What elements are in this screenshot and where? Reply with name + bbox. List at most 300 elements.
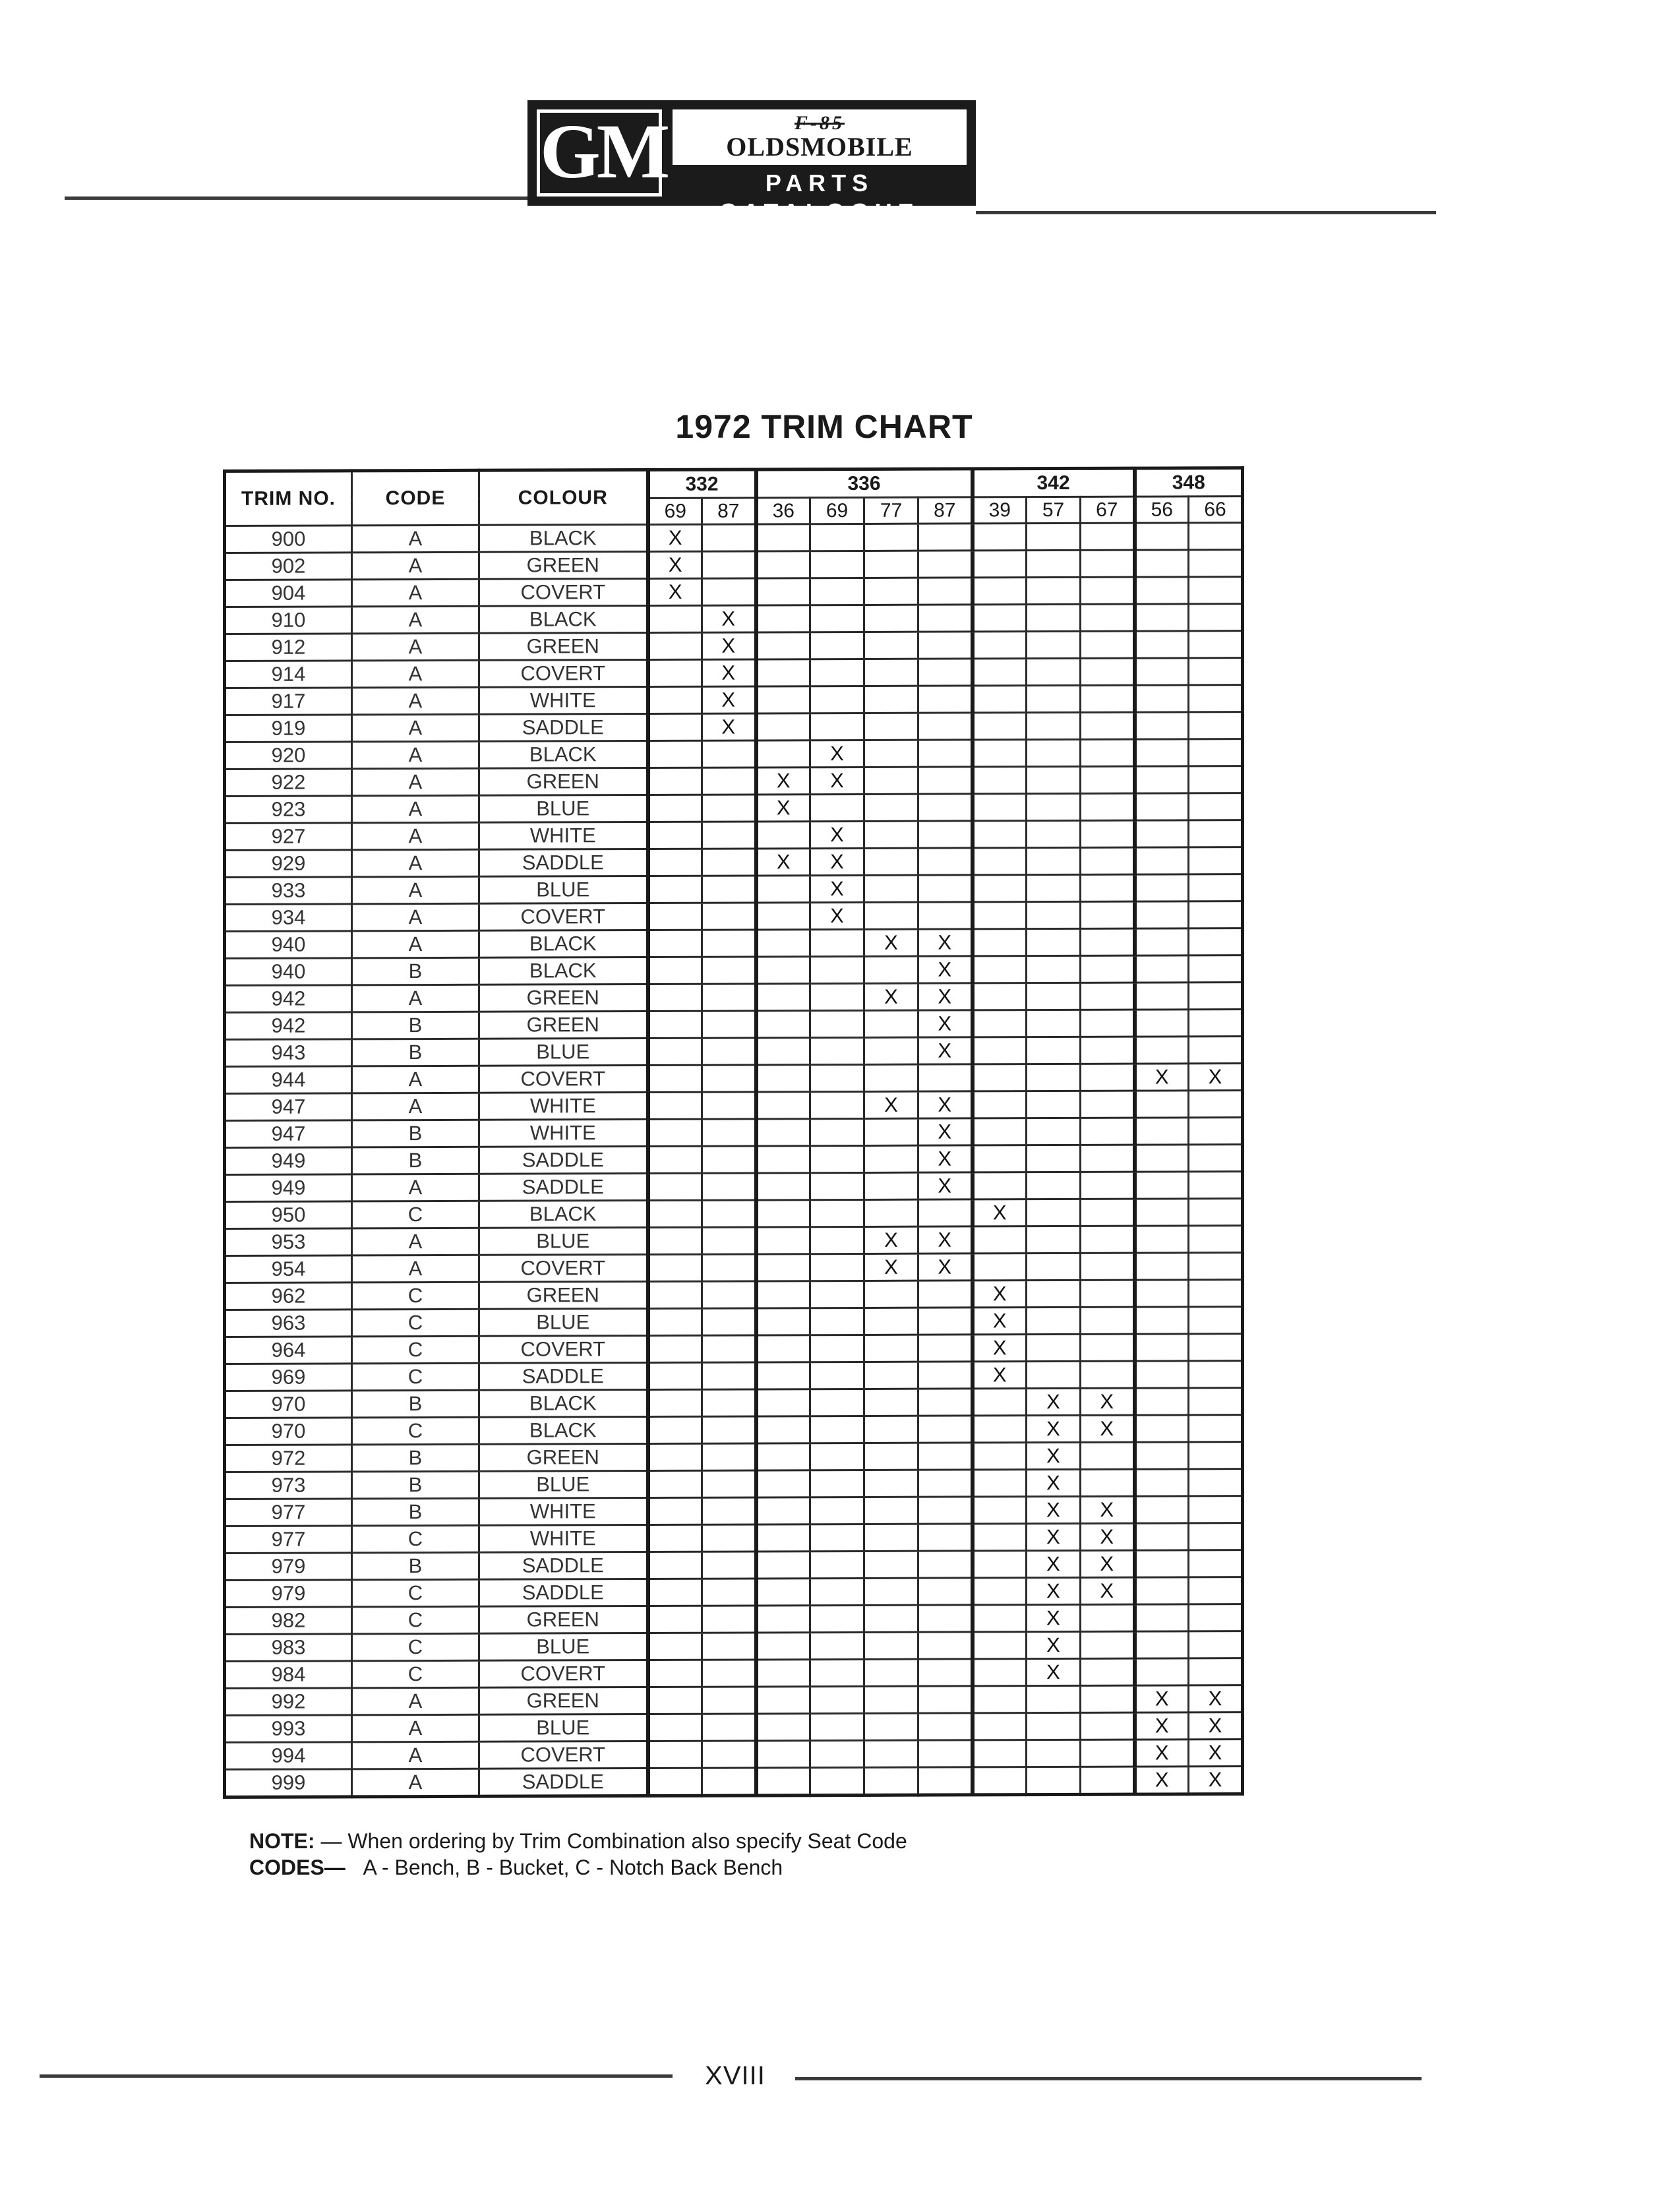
empty-cell bbox=[918, 1389, 973, 1416]
empty-cell bbox=[1027, 1064, 1081, 1091]
empty-cell bbox=[864, 605, 918, 632]
empty-cell bbox=[918, 1199, 973, 1226]
empty-cell bbox=[973, 1254, 1027, 1281]
footer-rule-left bbox=[40, 2074, 673, 2078]
empty-cell bbox=[756, 1173, 810, 1200]
empty-cell bbox=[810, 1118, 864, 1145]
availability-mark: X bbox=[756, 768, 810, 795]
trim-number-cell: 972 bbox=[225, 1445, 352, 1472]
empty-cell bbox=[918, 632, 973, 659]
colour-cell: SADDLE bbox=[479, 1552, 648, 1579]
empty-cell bbox=[918, 740, 973, 767]
empty-cell bbox=[1081, 577, 1135, 604]
empty-cell bbox=[648, 1660, 702, 1687]
empty-cell bbox=[1027, 847, 1081, 874]
oldsmobile-badge bbox=[673, 109, 967, 165]
availability-mark: X bbox=[702, 659, 756, 686]
empty-cell bbox=[1189, 1145, 1243, 1172]
empty-cell bbox=[648, 876, 702, 903]
empty-cell bbox=[648, 686, 702, 713]
empty-cell bbox=[648, 1254, 702, 1281]
empty-cell bbox=[864, 1497, 918, 1524]
empty-cell bbox=[1027, 1739, 1081, 1767]
empty-cell bbox=[702, 876, 756, 903]
table-row bbox=[225, 928, 1243, 959]
table-row bbox=[225, 658, 1243, 688]
seat-code-cell: C bbox=[352, 1201, 479, 1228]
empty-cell bbox=[756, 822, 810, 849]
empty-cell bbox=[864, 902, 918, 929]
empty-cell bbox=[1027, 712, 1081, 739]
body-style-header: 56 bbox=[1135, 497, 1189, 523]
empty-cell bbox=[1135, 1226, 1189, 1253]
body-style-header: 39 bbox=[973, 497, 1027, 524]
seat-code-cell: A bbox=[352, 741, 479, 769]
empty-cell bbox=[1081, 766, 1135, 793]
empty-cell bbox=[756, 713, 810, 740]
empty-cell bbox=[810, 1740, 864, 1767]
seat-code-cell: C bbox=[352, 1633, 479, 1661]
seat-code-cell: C bbox=[352, 1282, 479, 1310]
empty-cell bbox=[810, 929, 864, 956]
empty-cell bbox=[1189, 766, 1243, 793]
empty-cell bbox=[702, 984, 756, 1011]
empty-cell bbox=[648, 1038, 702, 1065]
empty-cell bbox=[648, 1579, 702, 1606]
empty-cell bbox=[648, 1470, 702, 1497]
empty-cell bbox=[1189, 1091, 1243, 1118]
empty-cell bbox=[1135, 1631, 1189, 1658]
empty-cell bbox=[810, 1578, 864, 1605]
empty-cell bbox=[864, 686, 918, 713]
page-title: 1972 TRIM CHART bbox=[675, 408, 973, 445]
empty-cell bbox=[702, 849, 756, 876]
empty-cell bbox=[1081, 1307, 1135, 1334]
table-row bbox=[225, 1550, 1243, 1581]
colour-cell: COVERT bbox=[479, 1335, 648, 1363]
empty-cell bbox=[648, 1092, 702, 1119]
empty-cell bbox=[1027, 766, 1081, 793]
empty-cell bbox=[648, 1146, 702, 1173]
empty-cell bbox=[648, 713, 702, 740]
empty-cell bbox=[1081, 1010, 1135, 1037]
colour-cell: BLUE bbox=[479, 1714, 648, 1741]
trim-number-cell: 994 bbox=[225, 1742, 352, 1770]
trim-number-cell: 950 bbox=[225, 1201, 352, 1229]
empty-cell bbox=[1189, 1280, 1243, 1307]
empty-cell bbox=[918, 848, 973, 875]
empty-cell bbox=[973, 1172, 1027, 1199]
empty-cell bbox=[1081, 847, 1135, 874]
empty-cell bbox=[1081, 1767, 1135, 1794]
empty-cell bbox=[810, 1632, 864, 1659]
empty-cell bbox=[702, 930, 756, 957]
empty-cell bbox=[864, 1767, 918, 1795]
colour-cell: BLACK bbox=[479, 957, 648, 984]
seat-code-cell: A bbox=[352, 579, 479, 607]
trim-number-cell: 953 bbox=[225, 1228, 352, 1256]
colour-cell: WHITE bbox=[479, 1525, 648, 1552]
empty-cell bbox=[1081, 1658, 1135, 1685]
empty-cell bbox=[1027, 1280, 1081, 1307]
colour-cell: BLACK bbox=[479, 1389, 648, 1417]
empty-cell bbox=[1189, 1388, 1243, 1415]
empty-cell bbox=[1081, 550, 1135, 577]
empty-cell bbox=[973, 551, 1027, 578]
seat-code-cell: A bbox=[352, 822, 479, 850]
empty-cell bbox=[756, 1146, 810, 1173]
empty-cell bbox=[648, 632, 702, 659]
empty-cell bbox=[864, 1740, 918, 1767]
empty-cell bbox=[756, 930, 810, 957]
empty-cell bbox=[648, 605, 702, 632]
availability-mark: X bbox=[702, 713, 756, 740]
empty-cell bbox=[702, 578, 756, 605]
empty-cell bbox=[1189, 1199, 1243, 1226]
empty-cell bbox=[1189, 847, 1243, 874]
empty-cell bbox=[1027, 550, 1081, 577]
empty-cell bbox=[973, 848, 1027, 875]
availability-mark: X bbox=[1081, 1388, 1135, 1415]
table-row bbox=[225, 1685, 1243, 1716]
empty-cell bbox=[1135, 1658, 1189, 1685]
availability-mark: X bbox=[810, 875, 864, 902]
seat-code-cell: B bbox=[352, 957, 479, 985]
empty-cell bbox=[756, 1389, 810, 1416]
empty-cell bbox=[1081, 820, 1135, 847]
availability-mark: X bbox=[1189, 1685, 1243, 1712]
empty-cell bbox=[1135, 874, 1189, 901]
empty-cell bbox=[648, 1714, 702, 1741]
empty-cell bbox=[648, 822, 702, 849]
trim-number-cell: 904 bbox=[225, 580, 352, 607]
seat-code-cell: B bbox=[352, 1012, 479, 1039]
empty-cell bbox=[810, 632, 864, 659]
empty-cell bbox=[810, 1389, 864, 1416]
empty-cell bbox=[864, 1416, 918, 1443]
empty-cell bbox=[648, 1606, 702, 1633]
f85-emblem: F-85 bbox=[795, 112, 845, 134]
empty-cell bbox=[810, 1064, 864, 1091]
empty-cell bbox=[756, 876, 810, 903]
empty-cell bbox=[918, 605, 973, 632]
empty-cell bbox=[918, 767, 973, 794]
trim-number-cell: 900 bbox=[225, 526, 352, 553]
empty-cell bbox=[1081, 793, 1135, 820]
empty-cell bbox=[1189, 739, 1243, 766]
availability-mark: X bbox=[1081, 1550, 1135, 1577]
empty-cell bbox=[864, 1362, 918, 1389]
empty-cell bbox=[648, 1281, 702, 1308]
empty-cell bbox=[1135, 1334, 1189, 1361]
empty-cell bbox=[918, 1686, 973, 1713]
empty-cell bbox=[1027, 1712, 1081, 1739]
empty-cell bbox=[1081, 631, 1135, 658]
empty-cell bbox=[1081, 685, 1135, 712]
empty-cell bbox=[1189, 1496, 1243, 1523]
empty-cell bbox=[1081, 1253, 1135, 1280]
colour-cell: GREEN bbox=[479, 632, 648, 660]
empty-cell bbox=[648, 1741, 702, 1768]
empty-cell bbox=[1081, 1604, 1135, 1631]
empty-cell bbox=[918, 1064, 973, 1091]
empty-cell bbox=[648, 659, 702, 686]
trim-number-cell: 977 bbox=[225, 1499, 352, 1526]
empty-cell bbox=[1189, 982, 1243, 1010]
empty-cell bbox=[1135, 847, 1189, 874]
empty-cell bbox=[918, 1713, 973, 1740]
empty-cell bbox=[1027, 739, 1081, 766]
empty-cell bbox=[756, 1038, 810, 1065]
seat-code-cell: A bbox=[352, 633, 479, 661]
empty-cell bbox=[864, 713, 918, 740]
empty-cell bbox=[702, 1714, 756, 1741]
empty-cell bbox=[864, 1632, 918, 1659]
table-row bbox=[225, 1523, 1243, 1554]
empty-cell bbox=[973, 605, 1027, 632]
seat-code-cell: A bbox=[352, 1741, 479, 1769]
empty-cell bbox=[1135, 1577, 1189, 1604]
table-row bbox=[225, 901, 1243, 932]
trim-number-cell: 910 bbox=[225, 607, 352, 634]
table-row bbox=[225, 766, 1243, 797]
empty-cell bbox=[702, 1362, 756, 1389]
codes-label: CODES— bbox=[249, 1856, 345, 1879]
empty-cell bbox=[702, 1552, 756, 1579]
availability-mark: X bbox=[1135, 1064, 1189, 1091]
empty-cell bbox=[702, 795, 756, 822]
seat-code-cell: A bbox=[352, 606, 479, 634]
trim-number-cell: 947 bbox=[225, 1120, 352, 1148]
empty-cell bbox=[648, 1065, 702, 1092]
trim-number-cell: 983 bbox=[225, 1634, 352, 1662]
note-text: — When ordering by Trim Combination also specify Seat Code bbox=[320, 1829, 907, 1853]
availability-mark: X bbox=[702, 632, 756, 659]
empty-cell bbox=[1189, 1253, 1243, 1280]
seat-code-cell: A bbox=[352, 1174, 479, 1201]
empty-cell bbox=[918, 1335, 973, 1362]
empty-cell bbox=[648, 1687, 702, 1714]
empty-cell bbox=[756, 1227, 810, 1254]
empty-cell bbox=[973, 1551, 1027, 1578]
empty-cell bbox=[756, 605, 810, 632]
empty-cell bbox=[702, 551, 756, 578]
empty-cell bbox=[756, 1362, 810, 1389]
empty-cell bbox=[918, 659, 973, 686]
empty-cell bbox=[702, 1443, 756, 1470]
trim-number-cell: 942 bbox=[225, 1012, 352, 1040]
empty-cell bbox=[1081, 604, 1135, 631]
seat-code-cell: C bbox=[352, 1417, 479, 1445]
table-row bbox=[225, 1010, 1243, 1040]
empty-cell bbox=[756, 1119, 810, 1146]
empty-cell bbox=[1027, 604, 1081, 631]
body-style-header: 67 bbox=[1081, 497, 1135, 523]
empty-cell bbox=[1189, 955, 1243, 982]
availability-mark: X bbox=[918, 1010, 973, 1037]
gm-logo-mark: GM bbox=[537, 109, 662, 196]
empty-cell bbox=[1027, 1767, 1081, 1794]
table-row bbox=[225, 685, 1243, 715]
empty-cell bbox=[1135, 1469, 1189, 1496]
empty-cell bbox=[756, 632, 810, 659]
empty-cell bbox=[918, 1308, 973, 1335]
empty-cell bbox=[1027, 928, 1081, 955]
empty-cell bbox=[973, 794, 1027, 821]
trim-chart-table bbox=[223, 466, 1244, 1799]
availability-mark: X bbox=[1027, 1604, 1081, 1631]
empty-cell bbox=[864, 1686, 918, 1713]
empty-cell bbox=[1081, 1442, 1135, 1469]
trim-number-cell: 992 bbox=[225, 1688, 352, 1716]
empty-cell bbox=[1081, 1118, 1135, 1145]
empty-cell bbox=[648, 795, 702, 822]
table-row bbox=[225, 1442, 1243, 1472]
empty-cell bbox=[1135, 1091, 1189, 1118]
colour-cell: WHITE bbox=[479, 1497, 648, 1525]
empty-cell bbox=[1135, 1037, 1189, 1064]
empty-cell bbox=[810, 1416, 864, 1443]
availability-mark: X bbox=[864, 1254, 918, 1281]
empty-cell bbox=[1189, 1118, 1243, 1145]
empty-cell bbox=[1189, 1361, 1243, 1388]
empty-cell bbox=[1189, 1442, 1243, 1469]
trim-number-cell: 914 bbox=[225, 661, 352, 688]
empty-cell bbox=[702, 1065, 756, 1092]
empty-cell bbox=[1135, 658, 1189, 685]
empty-cell bbox=[918, 1443, 973, 1470]
availability-mark: X bbox=[918, 1145, 973, 1172]
empty-cell bbox=[1081, 1334, 1135, 1361]
empty-cell bbox=[1135, 766, 1189, 793]
empty-cell bbox=[702, 903, 756, 930]
colour-cell: GREEN bbox=[479, 1011, 648, 1039]
availability-mark: X bbox=[810, 740, 864, 767]
colour-cell: COVERT bbox=[479, 659, 648, 687]
empty-cell bbox=[918, 1497, 973, 1524]
body-style-header: 77 bbox=[864, 497, 918, 524]
empty-cell bbox=[1135, 739, 1189, 766]
table-row bbox=[225, 1091, 1243, 1121]
availability-mark: X bbox=[1027, 1523, 1081, 1550]
trim-number-cell: 999 bbox=[225, 1769, 352, 1797]
empty-cell bbox=[918, 1740, 973, 1767]
empty-cell bbox=[1189, 1172, 1243, 1199]
seat-code-cell: A bbox=[352, 903, 479, 931]
empty-cell bbox=[973, 1145, 1027, 1172]
table-row bbox=[225, 1767, 1243, 1797]
table-row bbox=[225, 1388, 1243, 1418]
availability-mark: X bbox=[1081, 1577, 1135, 1604]
empty-cell bbox=[864, 659, 918, 686]
ordering-note bbox=[249, 1829, 907, 1854]
empty-cell bbox=[864, 767, 918, 794]
empty-cell bbox=[1081, 901, 1135, 928]
empty-cell bbox=[1189, 577, 1243, 604]
empty-cell bbox=[756, 686, 810, 713]
empty-cell bbox=[648, 1443, 702, 1470]
availability-mark: X bbox=[1081, 1496, 1135, 1523]
empty-cell bbox=[1189, 1577, 1243, 1604]
empty-cell bbox=[973, 1226, 1027, 1254]
table-row bbox=[225, 874, 1243, 905]
empty-cell bbox=[973, 875, 1027, 902]
empty-cell bbox=[1189, 928, 1243, 955]
table-row bbox=[225, 1496, 1243, 1526]
model-group-header: 332 bbox=[648, 469, 756, 498]
empty-cell bbox=[648, 740, 702, 768]
empty-cell bbox=[864, 794, 918, 821]
empty-cell bbox=[864, 821, 918, 848]
empty-cell bbox=[1189, 820, 1243, 847]
empty-cell bbox=[1135, 1496, 1189, 1523]
empty-cell bbox=[810, 1362, 864, 1389]
empty-cell bbox=[973, 1740, 1027, 1767]
availability-mark: X bbox=[973, 1362, 1027, 1389]
empty-cell bbox=[648, 849, 702, 876]
empty-cell bbox=[756, 1768, 810, 1796]
empty-cell bbox=[756, 1660, 810, 1687]
empty-cell bbox=[864, 1524, 918, 1551]
availability-mark: X bbox=[1027, 1631, 1081, 1658]
seat-code-cell: A bbox=[352, 660, 479, 688]
empty-cell bbox=[1189, 901, 1243, 928]
colour-cell: BLACK bbox=[479, 605, 648, 633]
empty-cell bbox=[1135, 1442, 1189, 1469]
empty-cell bbox=[702, 1011, 756, 1038]
empty-cell bbox=[648, 1227, 702, 1254]
empty-cell bbox=[973, 821, 1027, 848]
table-row bbox=[225, 1469, 1243, 1499]
empty-cell bbox=[973, 686, 1027, 713]
empty-cell bbox=[1189, 1658, 1243, 1685]
table-row bbox=[225, 1118, 1243, 1148]
empty-cell bbox=[864, 875, 918, 902]
empty-cell bbox=[810, 1767, 864, 1795]
colour-cell: GREEN bbox=[479, 768, 648, 795]
availability-mark: X bbox=[1081, 1415, 1135, 1442]
seat-code-cell: A bbox=[352, 1714, 479, 1742]
empty-cell bbox=[973, 1686, 1027, 1713]
availability-mark: X bbox=[756, 795, 810, 822]
empty-cell bbox=[864, 1308, 918, 1335]
empty-cell bbox=[1189, 1226, 1243, 1253]
empty-cell bbox=[756, 1525, 810, 1552]
empty-cell bbox=[810, 1145, 864, 1172]
availability-mark: X bbox=[973, 1335, 1027, 1362]
trim-number-cell: 949 bbox=[225, 1174, 352, 1202]
empty-cell bbox=[756, 1065, 810, 1092]
colour-cell: SADDLE bbox=[479, 1173, 648, 1201]
empty-cell bbox=[648, 1525, 702, 1552]
empty-cell bbox=[1135, 1145, 1189, 1172]
empty-cell bbox=[1189, 658, 1243, 685]
empty-cell bbox=[973, 902, 1027, 929]
table-row bbox=[225, 1037, 1243, 1067]
body-style-header: 69 bbox=[810, 497, 864, 524]
empty-cell bbox=[1189, 1010, 1243, 1037]
availability-mark: X bbox=[864, 929, 918, 956]
empty-cell bbox=[1135, 1010, 1189, 1037]
empty-cell bbox=[973, 1118, 1027, 1145]
empty-cell bbox=[1027, 1037, 1081, 1064]
trim-number-cell: 917 bbox=[225, 688, 352, 715]
empty-cell bbox=[1027, 1361, 1081, 1388]
empty-cell bbox=[702, 1308, 756, 1335]
availability-mark: X bbox=[918, 1091, 973, 1118]
empty-cell bbox=[973, 1064, 1027, 1091]
table-row bbox=[225, 955, 1243, 986]
